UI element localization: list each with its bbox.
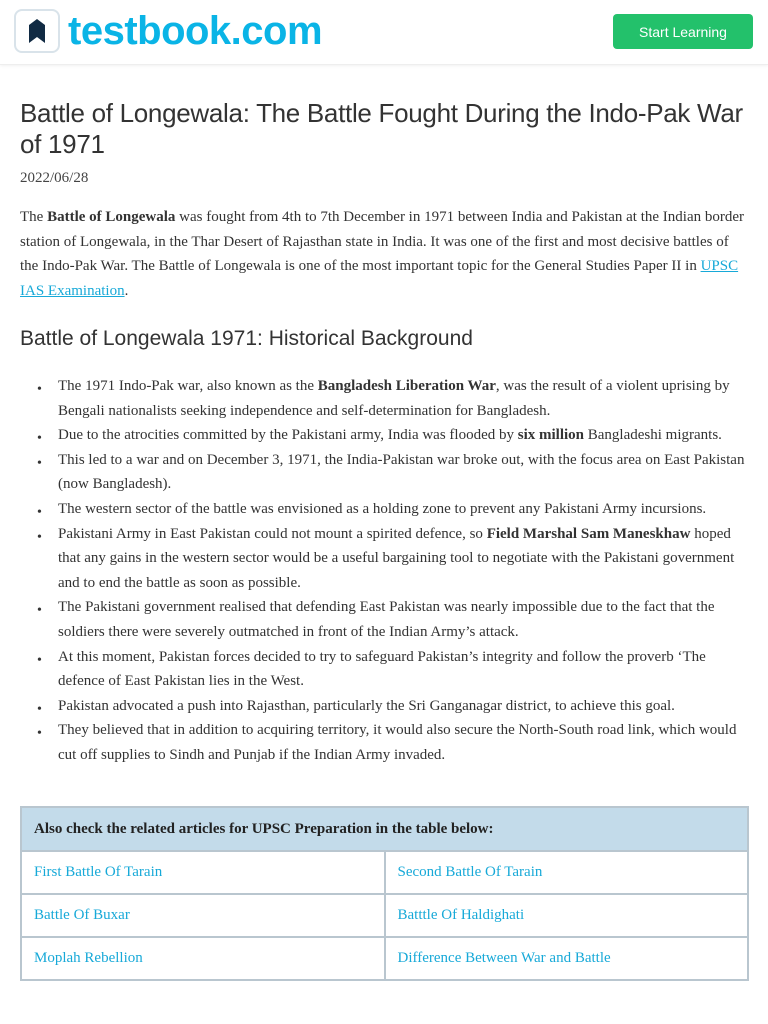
background-list-item xyxy=(20,645,750,694)
intro-text-2: was fought from 4th to 7th December in 1971 between India and Pakistan at the Indian border station of Longewala, in the Thar Desert of Rajasthan state in India. It was one of the first and most decisive battles of the Indo-Pak War. The Battle of Longewala is one of the most important topic for the General Studies Paper II in xyxy=(20,209,744,274)
intro-paragraph xyxy=(20,205,750,303)
bullet-icon: • xyxy=(37,726,42,742)
intro-text-3: . xyxy=(124,282,129,299)
bullet-icon: • xyxy=(37,603,42,619)
start-learning-button[interactable]: Start Learning xyxy=(613,14,753,49)
site-logo[interactable] xyxy=(14,9,322,53)
bullet-text-after: , was the result of a violent uprising by Bengali nationalists seeking independence and self-determination for Bangladesh. xyxy=(58,378,730,419)
background-list-item xyxy=(20,718,750,767)
background-list-item xyxy=(20,423,750,448)
table-row xyxy=(21,851,748,894)
article-title: Battle of Longewala: The Battle Fought During the Indo-Pak War of 1971 xyxy=(20,98,743,159)
article xyxy=(20,98,750,768)
bullet-icon: • xyxy=(37,382,42,397)
article-date: 2022/06/28 xyxy=(20,170,89,186)
bullet-text: At this moment, Pakistan forces decided to try to safeguard Pakistan’s integrity and follow the proverb ‘The defence of East Pakistan lies in the West. xyxy=(58,648,706,690)
background-list-item xyxy=(20,522,750,596)
bullet-bold-text: Field Marshal Sam Maneskhaw xyxy=(486,525,691,542)
bullet-icon: • xyxy=(37,652,42,668)
table-cell xyxy=(21,894,385,937)
related-article-link[interactable]: Moplah Rebellion xyxy=(34,950,143,966)
related-article-link[interactable]: Difference Between War and Battle xyxy=(397,950,611,966)
bullet-icon: • xyxy=(37,455,42,471)
testbook-logo-icon xyxy=(14,9,60,53)
logo-text: testbook.com xyxy=(68,9,323,53)
bullet-text: This led to a war and on December 3, 1971, the India-Pakistan war broke out, with the focus area on East Pakistan (now Bangladesh). xyxy=(58,451,745,493)
bullet-text: Pakistani Army in East Pakistan could not mount a spirited defence, so xyxy=(58,525,487,542)
bullet-icon: • xyxy=(37,431,42,447)
bullet-icon: • xyxy=(37,701,42,717)
table-row xyxy=(21,894,748,937)
table-cell xyxy=(385,937,749,980)
bullet-icon: • xyxy=(37,504,42,520)
bullet-text: Due to the atrocities committed by the Pakistani army, India was flooded by xyxy=(58,427,518,444)
related-article-link[interactable]: Battle Of Buxar xyxy=(34,907,130,923)
bullet-text: They believed that in addition to acquiring territory, it would also secure the North-South road link, which would cut off supplies to Sindh and Punjab if the Indian Army invaded. xyxy=(58,722,737,763)
intro-text-1: The xyxy=(20,209,48,225)
bullet-text: The 1971 Indo-Pak war, also known as the xyxy=(58,378,318,394)
related-articles-table xyxy=(20,806,749,981)
bullet-text-after: hoped that any gains in the western sector would be a useful bargaining tool to negotiate with the Pakistani government and to end the battle as soon as possible. xyxy=(58,525,735,591)
table-cell xyxy=(21,937,385,980)
bullet-text: The Pakistani government realised that defending East Pakistan was nearly impossible due to the fact that the soldiers there were severely outmatched in front of the Indian Army’s attack. xyxy=(58,599,715,640)
bullet-text-after: Bangladeshi migrants. xyxy=(584,427,722,444)
site-header xyxy=(0,0,768,65)
related-table-header: Also check the related articles for UPSC Preparation in the table below: xyxy=(21,807,748,851)
bullet-icon: • xyxy=(37,529,42,545)
table-row xyxy=(21,937,748,980)
bullet-text: The western sector of the battle was envisioned as a holding zone to prevent any Pakistani Army incursions. xyxy=(58,500,707,517)
table-cell xyxy=(21,851,385,894)
background-list-item xyxy=(20,497,750,522)
upsc-ias-link[interactable]: UPSC IAS Examination xyxy=(20,258,739,299)
bullet-text: Pakistan advocated a push into Rajasthan, particularly the Sri Ganganagar district, to achieve this goal. xyxy=(58,697,675,714)
intro-bold-battle: Battle of Longewala xyxy=(47,209,176,225)
table-cell xyxy=(385,851,749,894)
background-list-item xyxy=(20,374,750,423)
section-heading: Battle of Longewala 1971: Historical Background xyxy=(20,327,473,350)
background-list-item xyxy=(20,448,750,497)
background-list-item xyxy=(20,694,750,719)
background-list xyxy=(20,374,750,768)
related-article-link[interactable]: Batttle Of Haldighati xyxy=(397,907,525,923)
related-article-link[interactable]: Second Battle Of Tarain xyxy=(397,864,543,880)
background-list-item xyxy=(20,595,750,644)
bullet-bold-text: Bangladesh Liberation War xyxy=(317,378,496,394)
logo-book-shape xyxy=(29,19,45,43)
bullet-bold-text: six million xyxy=(517,427,585,444)
related-article-link[interactable]: First Battle Of Tarain xyxy=(34,864,163,880)
table-cell xyxy=(385,894,749,937)
